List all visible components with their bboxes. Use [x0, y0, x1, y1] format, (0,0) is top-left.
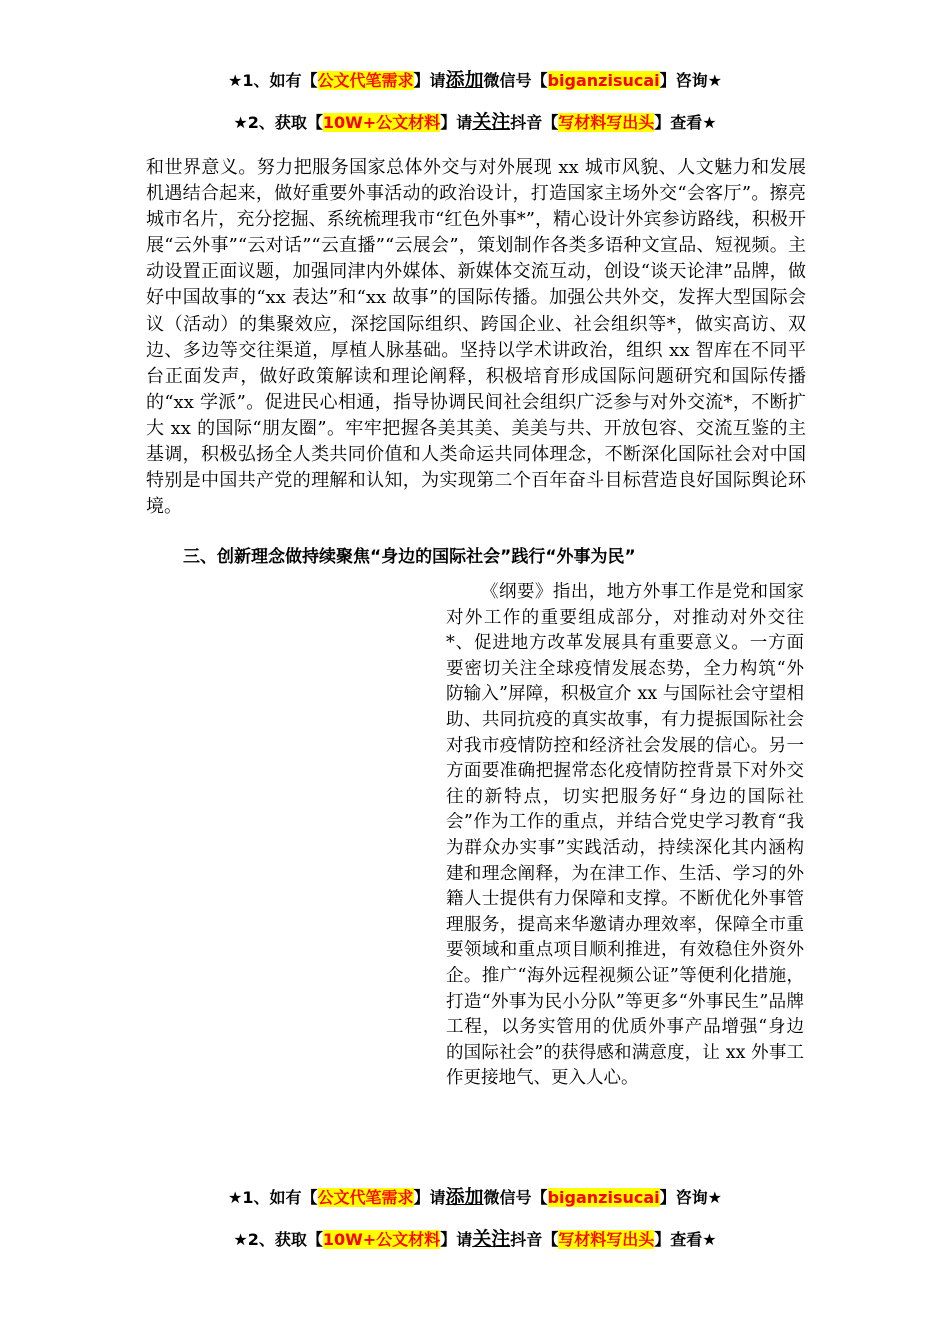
highlight-wechat-id: biganzisucai: [547, 1188, 660, 1207]
top-banner-line-1: [0, 69, 950, 92]
banner-mid: 抖音【: [510, 113, 559, 132]
highlight-ghostwriting: 公文代笔需求: [317, 71, 414, 90]
banner-suffix: 】咨询★: [659, 71, 722, 90]
bottom-banner-line-2: [0, 1228, 950, 1251]
banner-emphasis: 添加: [445, 1186, 484, 1208]
bottom-banner-line-1: [0, 1186, 950, 1209]
banner-prefix: ★2、获取【: [233, 113, 323, 132]
banner-mid: 微信号【: [483, 71, 548, 90]
banner-mid: 抖音【: [510, 1230, 559, 1249]
highlight-materials: 10W+公文材料: [322, 113, 441, 132]
column-paragraph: 《纲要》指出，地方外事工作是党和国家对外工作的重要组成部分，对推动对外交往*、促进地方改革发展具有重要意义。一方面要密切关注全球疫情发展态势，全力构筑“外防输入”屏障，积极宣介 xx 与国际社会守望相助、共同抗疫的真实故事，有力提振国际社会对我市疫情防控和经济社会发展的信心。另一方面要准确把握常态化疫情防控背景下对外交往的新特点，切实把服务好“身边的国际社会”作为工作的重点，并结合党史学习教育“我为群众办实事”实践活动，持续深化其内涵构建和理念阐释，为在津工作、生活、学习的外籍人士提供有力保障和支撑。不断优化外事管理服务，提高来华邀请办理效率，保障全市重要领域和重点项目顺利推进，有效稳住外资外企。推广“海外远程视频公证”等便利化措施，打造“外事为民小分队”等更多“外事民生”品牌工程，以务实管用的优质外事产品增强“身边的国际社会”的获得感和满意度，让 xx 外事工作更接地气、更入人心。: [446, 582, 804, 1089]
highlight-wechat-id: biganzisucai: [547, 71, 660, 90]
body-paragraph: 和世界意义。努力把服务国家总体外交与对外展现 xx 城市风貌、人文魅力和发展机遇结合起来，做好重要外事活动的政治设计，打造国家主场外交“会客厅”。擦亮城市名片，充分挖掘、系统梳理我市“红色外事*”，精心设计外宾参访路线，积极开展“云外事”“云对话”“云直播”“云展会”，策划制作各类多语种文宣品、短视频。主动设置正面议题，加强同津内外媒体、新媒体交流互动，创设“谈天论津”品牌，做好中国故事的“xx 表达”和“xx 故事”的国际传播。加强公共外交，发挥大型国际会议（活动）的集聚效应，深挖国际组织、跨国企业、社会组织等*，做实高访、双边、多边等交往渠道，厚植人脉基础。坚持以学术讲政治，组织 xx 智库在不同平台正面发声，做好政策解读和理论阐释，积极培育形成国际问题研究和国际传播的“xx 学派”。促进民心相通，指导协调民间社会组织广泛参与对外交流*，不断扩大 xx 的国际“朋友圈”。牢牢把握各美其美、美美与共、开放包容、交流互鉴的主基调，积极弘扬全人类共同价值和人类命运共同体理念，不断深化国际社会对中国特别是中国共产党的理解和认知，为实现第二个百年奋斗目标营造良好国际舆论环境。: [146, 157, 806, 518]
banner-prefix: ★2、获取【: [233, 1230, 323, 1249]
banner-prefix: ★1、如有【: [228, 1188, 318, 1207]
highlight-douyin-account: 写材料写出头: [558, 1230, 655, 1249]
banner-suffix: 】查看★: [654, 113, 717, 132]
top-banner-line-2: [0, 111, 950, 134]
banner-mid: 】请: [413, 71, 446, 90]
highlight-ghostwriting: 公文代笔需求: [317, 1188, 414, 1207]
banner-emphasis: 关注: [472, 111, 511, 133]
banner-mid: 】请: [440, 113, 473, 132]
highlight-douyin-account: 写材料写出头: [558, 113, 655, 132]
banner-suffix: 】查看★: [654, 1230, 717, 1249]
highlight-materials: 10W+公文材料: [322, 1230, 441, 1249]
banner-prefix: ★1、如有【: [228, 71, 318, 90]
banner-emphasis: 关注: [472, 1228, 511, 1250]
section-heading: 三、创新理念做持续聚焦“身边的国际社会”践行“外事为民”: [183, 547, 636, 567]
banner-mid: 】请: [440, 1230, 473, 1249]
banner-emphasis: 添加: [445, 69, 484, 91]
banner-suffix: 】咨询★: [659, 1188, 722, 1207]
banner-mid: 】请: [413, 1188, 446, 1207]
banner-mid: 微信号【: [483, 1188, 548, 1207]
